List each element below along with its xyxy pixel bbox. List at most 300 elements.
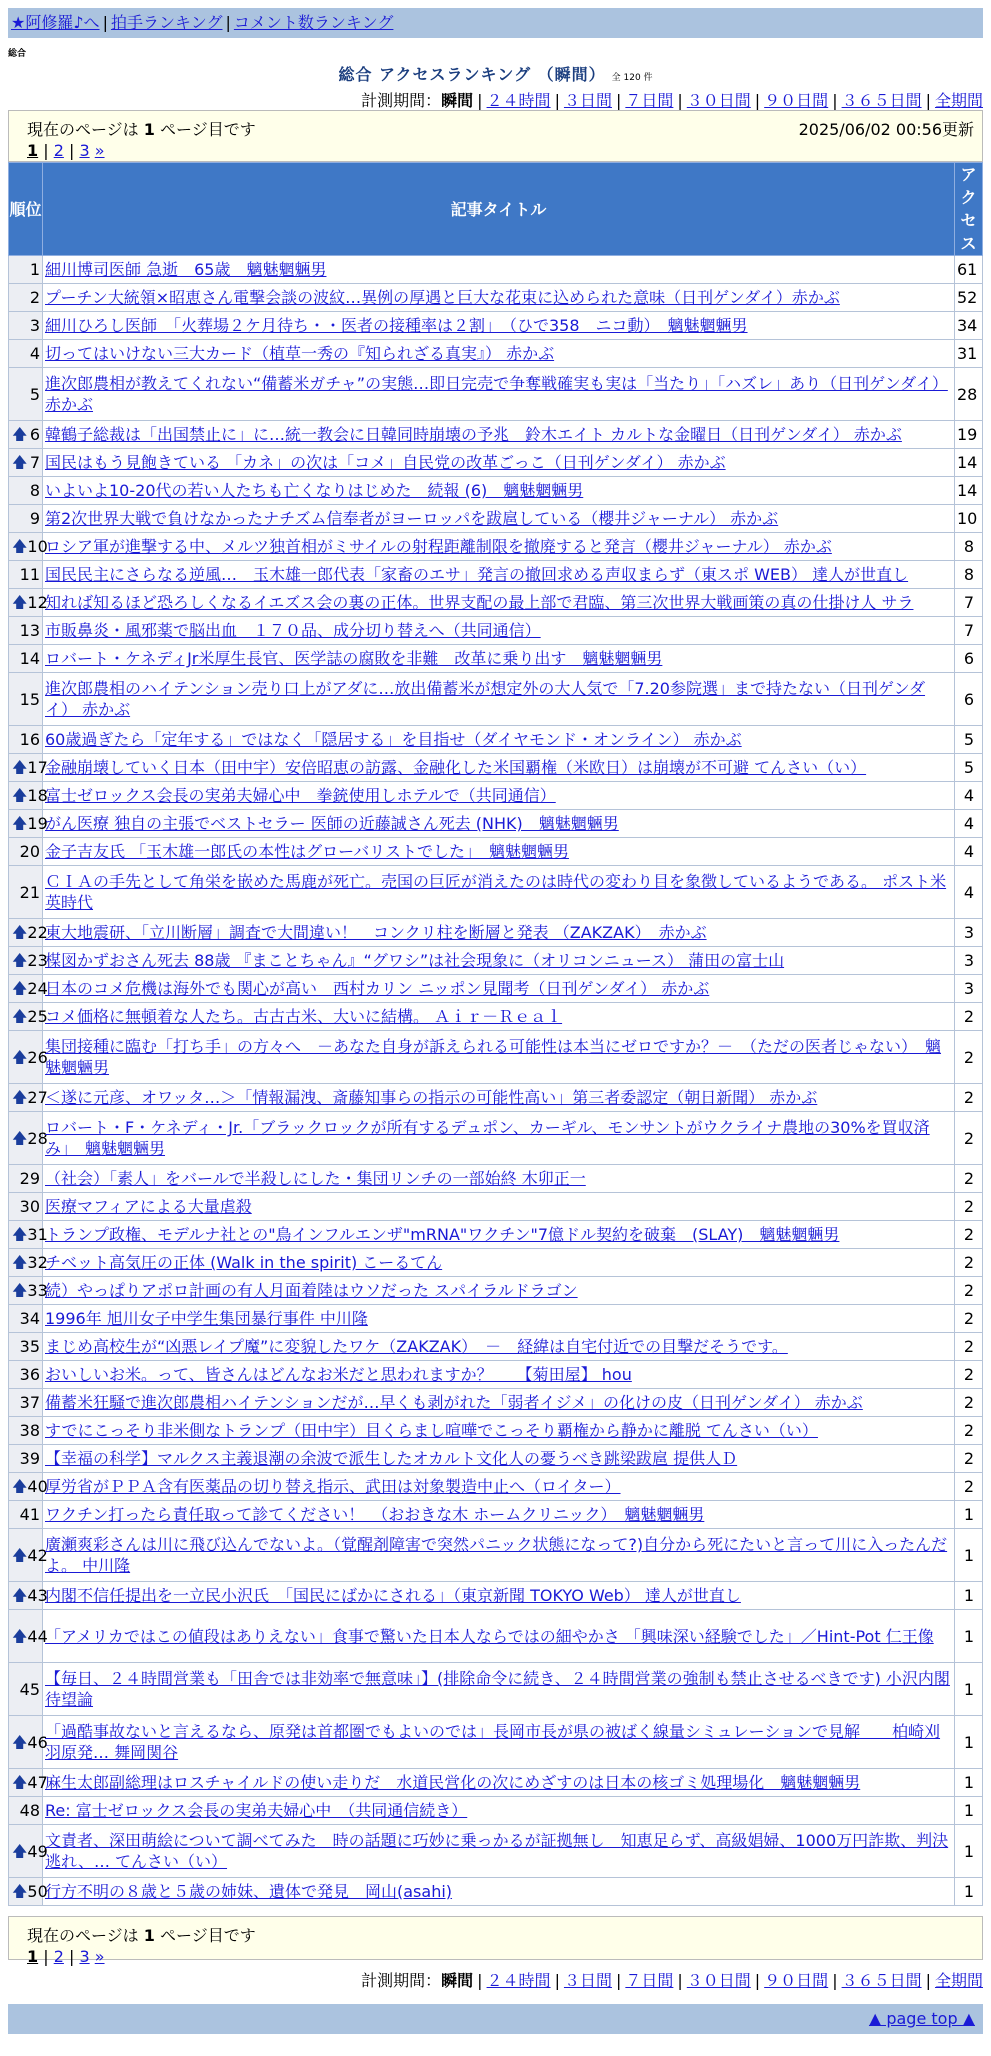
title-cell: [43, 340, 955, 368]
title-cell: [43, 284, 955, 312]
access-count: 31: [955, 340, 983, 368]
title-cell: [43, 1249, 955, 1277]
next-page-link[interactable]: »: [94, 141, 105, 160]
page-link[interactable]: 3: [79, 141, 90, 160]
rank-cell: [9, 533, 48, 561]
rank-cell: [9, 919, 48, 947]
rank-number: 1: [29, 260, 40, 279]
title-cell: [43, 617, 955, 645]
comment-ranking-link[interactable]: コメント数ランキング: [233, 13, 394, 32]
rank-number: 28: [27, 1128, 48, 1148]
period-option[interactable]: ３６５日間: [841, 91, 922, 110]
rank-number: 21: [19, 882, 40, 902]
title-cell: [43, 726, 955, 754]
period-separator: |: [615, 91, 622, 110]
period-option[interactable]: ７日間: [625, 1971, 674, 1990]
title-cell: [43, 1031, 955, 1084]
article-link[interactable]: 知れば知るほど恐ろしくなるイエズス会の裏の正体。世界支配の最上部で君臨、第三次世界大戦画策の真の仕掛け人 サラ: [45, 593, 914, 612]
table-row: [9, 589, 983, 617]
title-cell: [43, 1305, 955, 1333]
table-row: [9, 1193, 983, 1221]
rank-number: 34: [19, 1309, 40, 1328]
access-count: 14: [955, 477, 983, 505]
article-link[interactable]: 東大地震研、「立川断層」調査で大間違い！ コンクリ柱を断層と発表 （ZAKZAK） 赤かぶ: [45, 923, 707, 942]
period-separator: |: [554, 91, 560, 110]
table-row: [9, 673, 983, 726]
table-row: [9, 975, 983, 1003]
access-count: 2: [955, 1084, 983, 1112]
rank-cell: [9, 866, 43, 919]
rank-number: 4: [29, 344, 40, 363]
rank-cell: [9, 673, 43, 726]
page-info: 現在のページは 1 ページ目です: [27, 120, 256, 139]
rank-cell: [9, 1582, 48, 1610]
period-option[interactable]: ３０日間: [686, 91, 751, 110]
rank-number: 13: [19, 621, 40, 640]
article-link[interactable]: 「過酷事故ないと言えるなら、原発は首都圏でもよいのでは」長岡市長が県の被ばく線量シミュレーションで見解 柏崎刈羽原発… 舞岡関谷: [45, 1722, 941, 1762]
rank-cell: [9, 312, 43, 340]
title-cell: [43, 1277, 955, 1305]
rank-cell: [9, 645, 43, 673]
rank-number: 49: [27, 1841, 48, 1861]
rank-cell: [9, 1878, 48, 1906]
article-link[interactable]: がん医療 独自の主張でベストセラー 医師の近藤誠さん死去 (NHK) 魑魅魍魎男: [45, 814, 619, 833]
page-link: 1: [27, 141, 39, 160]
article-link[interactable]: 麻生太郎副総理はロスチャイルドの使い走りだ 水道民営化の次にめざすのは日本の核ゴミ処理場化 魑魅魍魎男: [45, 1773, 861, 1792]
rank-number: 11: [19, 565, 40, 584]
rank-number: 35: [19, 1337, 40, 1356]
access-count: 1: [955, 1582, 983, 1610]
rank-up-arrow-icon: 🡅: [12, 1281, 28, 1299]
access-count: 61: [955, 256, 983, 284]
rank-number: 47: [27, 1773, 48, 1792]
article-link[interactable]: 行方不明の８歳と５歳の姉妹、遺体で発見 岡山(asahi): [45, 1882, 453, 1901]
period-option[interactable]: 全期間: [934, 1971, 983, 1990]
access-count: 1: [955, 1825, 983, 1878]
article-link[interactable]: 備蓄米狂騒で進次郎農相ハイテンションだが…早くも剥がれた「弱者イジメ」の化けの皮（日刊ゲンダイ） 赤かぶ: [45, 1393, 863, 1412]
period-option: 瞬間: [441, 91, 474, 110]
rank-up-arrow-icon: 🡅: [12, 1773, 28, 1791]
title-cell: [43, 810, 955, 838]
period-selector-top: [361, 88, 983, 111]
table-row: [9, 505, 983, 533]
access-count: 5: [955, 754, 983, 782]
rank-up-arrow-icon: 🡅: [12, 1841, 28, 1860]
rank-cell: [9, 1361, 43, 1389]
article-link[interactable]: トランプ政権、モデルナ社との"鳥インフルエンザ"mRNA"ワクチン"7億ドル契約を破棄 (SLAY) 魑魅魍魎男: [45, 1225, 840, 1244]
rank-number: 50: [27, 1882, 48, 1901]
rank-number: 22: [27, 923, 48, 942]
period-separator: |: [477, 91, 483, 110]
clap-ranking-link[interactable]: 拍手ランキング: [110, 13, 223, 32]
rank-cell: [9, 284, 43, 312]
access-count: 2: [955, 1165, 983, 1193]
period-separator: |: [677, 1971, 683, 1990]
rank-cell: [9, 449, 43, 477]
table-row: [9, 477, 983, 505]
rank-number: 16: [19, 730, 40, 749]
article-link[interactable]: プーチン大統領×昭恵さん電撃会談の波紋…異例の厚遇と巨大な花束に込められた意味（日刊ゲンダイ）赤かぶ: [45, 288, 840, 307]
article-link[interactable]: 1996年 旭川女子中学生集団暴行事件 中川隆: [45, 1309, 368, 1328]
item-count: 全 120 件: [611, 73, 653, 83]
title-cell: [43, 947, 955, 975]
article-link[interactable]: 楳図かずおさん死去 88歳 『まことちゃん』“グワシ”は社会現象に（オリコンニュース） 蒲田の富士山: [45, 951, 785, 970]
page-separator: |: [63, 1947, 80, 1966]
article-link[interactable]: 【幸福の科学】マルクス主義退潮の余波で派生したオカルト文化人の憂うべき跳梁跋扈 提供人Ｄ: [45, 1449, 738, 1468]
rank-number: 30: [19, 1197, 40, 1216]
table-row: [9, 1445, 983, 1473]
rank-cell: [9, 975, 48, 1003]
rank-up-arrow-icon: 🡅: [12, 1626, 28, 1645]
article-link[interactable]: すでにこっそり非米側なトランプ（田中宇）目くらまし喧嘩でこっそり覇権から静かに離脱 てんさい（い）: [45, 1421, 818, 1440]
title-cell: [43, 1878, 955, 1906]
rank-number: 33: [27, 1281, 48, 1300]
page-top-link[interactable]: ▲ page top ▲: [868, 2009, 975, 2028]
article-link[interactable]: 市販鼻炎・風邪薬で脳出血 １７０品、成分切り替えへ（共同通信）: [45, 621, 541, 640]
period-option[interactable]: ９０日間: [764, 91, 829, 110]
table-row: [9, 533, 983, 561]
table-row: [9, 838, 983, 866]
article-link[interactable]: 文責者、深田萌絵について調べてみた 時の話題に巧妙に乗っかるが証拠無し 知恵足らず、高級娼婦、1000万円詐欺、判決逃れ、… てんさい（い）: [45, 1831, 949, 1871]
article-link[interactable]: ロバート・F・ケネディ・Jr.「ブラックロックが所有するデュポン、カーギル、モンサントがウクライナ農地の30%を買収済み」 魑魅魍魎男: [45, 1118, 930, 1158]
access-count: 4: [955, 782, 983, 810]
rank-up-arrow-icon: 🡅: [12, 1088, 28, 1106]
period-separator: |: [477, 1971, 483, 1990]
rank-cell: [9, 1249, 48, 1277]
period-option[interactable]: ３０日間: [686, 1971, 751, 1990]
top-navigation: [8, 8, 983, 38]
article-link[interactable]: 国民民主にさらなる逆風… 玉木雄一郎代表「家畜のエサ」発言の撤回求める声収まらず（東スポ WEB） 達人が世直し: [45, 565, 909, 584]
access-count: 2: [955, 1361, 983, 1389]
rank-up-arrow-icon: 🡅: [12, 1545, 28, 1564]
table-row: [9, 1582, 983, 1610]
table-row: [9, 1165, 983, 1193]
title-cell: [43, 1473, 955, 1501]
access-count: 2: [955, 1445, 983, 1473]
article-link[interactable]: 金子吉友氏 「玉木雄一郎氏の本性はグローバリストでした」 魑魅魍魎男: [45, 842, 569, 861]
nav-separator: |: [102, 13, 108, 32]
table-row: [9, 449, 983, 477]
article-link[interactable]: ＜遂に元彦、オワッタ…＞「情報漏洩、斎藤知事らの指示の可能性高い」第三者委認定（朝日新聞） 赤かぶ: [45, 1088, 818, 1107]
page-separator: |: [63, 141, 80, 160]
title-cell: [43, 1333, 955, 1361]
rank-number: 39: [19, 1449, 40, 1468]
rank-cell: [9, 1417, 43, 1445]
article-link[interactable]: 韓鶴子総裁は「出国禁止に」に…統一教会に日韓同時崩壊の予兆 鈴木エイト カルトな金曜日（日刊ゲンダイ） 赤かぶ: [45, 425, 902, 444]
article-link[interactable]: おいしいお米。って、皆さんはどんなお米だと思われますか？ 【菊田屋】 hou: [45, 1365, 632, 1384]
rank-number: 46: [27, 1732, 48, 1752]
access-count: 6: [955, 645, 983, 673]
access-count: 10: [955, 505, 983, 533]
access-count: 4: [955, 838, 983, 866]
rank-number: 31: [27, 1225, 48, 1244]
article-link[interactable]: 進次郎農相が教えてくれない“備蓄米ガチャ”の実態…即日完売で争奪戦確実も実は「当たり」「ハズレ」あり（日刊ゲンダイ） 赤かぶ: [45, 374, 948, 414]
article-link[interactable]: 国民はもう見飽きている 「カネ」の次は「コメ」自民党の改革ごっこ（日刊ゲンダイ） 赤かぶ: [45, 453, 726, 472]
rank-number: 25: [27, 1007, 48, 1026]
rank-cell: [9, 1333, 43, 1361]
period-option[interactable]: 全期間: [934, 91, 983, 110]
period-option[interactable]: ９０日間: [764, 1971, 829, 1990]
article-link[interactable]: 細川ひろし医師 「火葬場２ケ月待ち・・医者の接種率は２割」 （ひで358 ニコ動） 魑魅魍魎男: [45, 316, 748, 335]
access-count: 28: [955, 368, 983, 421]
access-count: 1: [955, 1610, 983, 1663]
access-count: 19: [955, 421, 983, 449]
table-row: [9, 726, 983, 754]
access-count: 34: [955, 312, 983, 340]
article-link[interactable]: いよいよ10-20代の若い人たちも亡くなりはじめた 続報 (6) 魑魅魍魎男: [45, 481, 584, 500]
rank-number: 15: [19, 689, 40, 709]
rank-cell: [9, 1445, 43, 1473]
page-link[interactable]: 3: [79, 1947, 90, 1966]
rank-number: 10: [27, 537, 48, 556]
rank-number: 26: [27, 1047, 48, 1067]
home-link[interactable]: ★阿修羅♪へ: [11, 13, 100, 32]
rank-cell: [9, 1610, 48, 1663]
rank-number: 17: [27, 758, 48, 777]
rank-up-arrow-icon: 🡅: [12, 814, 28, 832]
article-link[interactable]: ロシア軍が進撃する中、メルツ独首相がミサイルの射程距離制限を撤廃すると発言（櫻井ジャーナル） 赤かぶ: [45, 537, 832, 556]
article-link[interactable]: 続）やっぱりアポロ計画の有人月面着陸はウソだった スパイラルドラゴン: [45, 1281, 578, 1300]
article-link[interactable]: 厚労省がＰＰＡ含有医薬品の切り替え指示、武田は対象製造中止へ（ロイター）: [45, 1477, 621, 1496]
rank-up-arrow-icon: 🡅: [12, 1477, 28, 1495]
period-option: 瞬間: [441, 1971, 474, 1990]
article-link[interactable]: 進次郎農相のハイテンション売り口上がアダに…放出備蓄米が想定外の大人気で「7.20参院選」まで持たない（日刊ゲンダイ） 赤かぶ: [45, 679, 926, 719]
table-row: [9, 1389, 983, 1417]
rank-cell: [9, 1165, 43, 1193]
title-cell: [43, 1582, 955, 1610]
article-link[interactable]: 切ってはいけない三大カード（植草一秀の『知られざる真実』） 赤かぶ: [45, 344, 555, 363]
title-cell: [43, 645, 955, 673]
title-cell: [43, 505, 955, 533]
table-row: [9, 1084, 983, 1112]
period-separator: |: [554, 1971, 560, 1990]
access-header: アクセス: [955, 163, 983, 256]
rank-number: 45: [19, 1679, 40, 1699]
table-row: [9, 1473, 983, 1501]
rank-number: 12: [27, 593, 48, 612]
rank-cell: [9, 340, 43, 368]
article-link[interactable]: ＣＩＡの手先として角栄を嵌めた馬鹿が死亡。売国の巨匠が消えたのは時代の変わり目を象徴しているようである。 ポスト米英時代: [45, 872, 947, 912]
title-cell: [43, 1003, 955, 1031]
access-count: 2: [955, 1305, 983, 1333]
article-link[interactable]: Re: 富士ゼロックス会長の実弟夫婦心中 （共同通信続き）: [45, 1801, 468, 1820]
pager-top: [8, 110, 983, 162]
period-separator: |: [677, 91, 683, 110]
footer-bar: [8, 2004, 983, 2034]
rank-cell: [9, 368, 43, 421]
table-row: [9, 1361, 983, 1389]
table-row: [9, 421, 983, 449]
title-cell: [43, 561, 955, 589]
rank-cell: [9, 838, 43, 866]
article-link[interactable]: コメ価格に無頓着な人たち。古古古米、大いに結構。 Ａｉｒ－Ｒｅａｌ: [45, 1007, 563, 1026]
table-row: [9, 617, 983, 645]
article-link[interactable]: チベット高気圧の正体 (Walk in the spirit) こーるてん: [45, 1253, 443, 1272]
table-row: [9, 1003, 983, 1031]
title-cell: [43, 421, 955, 449]
title-cell: [43, 1769, 955, 1797]
access-count: 2: [955, 1249, 983, 1277]
title-cell: [43, 1361, 955, 1389]
article-link[interactable]: まじめ高校生が“凶悪レイプ魔”に変貌したワケ（ZAKZAK） － 経緯は自宅付近での目撃だそうです。: [45, 1337, 788, 1356]
rank-number: 18: [27, 786, 48, 805]
rank-cell: [9, 726, 43, 754]
pager-bottom: [8, 1916, 983, 1966]
rank-number: 14: [19, 649, 40, 668]
title-cell: [43, 368, 955, 421]
article-link[interactable]: 第2次世界大戦で負けなかったナチズム信奉者がヨーロッパを跋扈している（櫻井ジャーナル） 赤かぶ: [45, 509, 779, 528]
period-separator: |: [615, 1971, 622, 1990]
access-count: 1: [955, 1663, 983, 1716]
rank-cell: [9, 1473, 48, 1501]
rank-cell: [9, 1663, 43, 1716]
page-title-block: [0, 62, 991, 85]
period-separator: |: [832, 91, 838, 110]
title-cell: [43, 1445, 955, 1473]
rank-up-arrow-icon: 🡅: [12, 1586, 28, 1604]
access-count: 7: [955, 589, 983, 617]
rank-header: 順位: [9, 163, 43, 256]
title-cell: [43, 1663, 955, 1716]
rank-cell: [9, 1769, 48, 1797]
access-count: 14: [955, 449, 983, 477]
rank-number: 40: [27, 1477, 48, 1496]
rank-cell: [9, 1084, 48, 1112]
table-row: [9, 1112, 983, 1165]
period-option[interactable]: ７日間: [625, 91, 674, 110]
table-row: [9, 1031, 983, 1084]
rank-cell: [9, 1193, 43, 1221]
table-row: [9, 1663, 983, 1716]
article-link[interactable]: 【毎日、２４時間営業も「田舎では非効率で無意味」】(排除命令に続き、２４時間営業の強制も禁止させるべきです) 小沢内閣待望論: [45, 1669, 950, 1709]
rank-cell: [9, 1529, 48, 1582]
article-link[interactable]: 内閣不信任提出を一立民小沢氏 「国民にばかにされる」（東京新聞 TOKYO Web） 達人が世直し: [45, 1586, 741, 1605]
rank-number: 42: [27, 1545, 48, 1565]
access-count: 1: [955, 1797, 983, 1825]
rank-number: 7: [29, 453, 40, 472]
period-selector-bottom: [361, 1968, 983, 1991]
article-link[interactable]: 富士ゼロックス会長の実弟夫婦心中 拳銃使用しホテルで（共同通信）: [45, 786, 556, 805]
access-count: 5: [955, 726, 983, 754]
rank-number: 19: [27, 814, 48, 833]
table-row: [9, 754, 983, 782]
access-count: 1: [955, 1529, 983, 1582]
rank-number: 3: [29, 316, 40, 335]
article-link[interactable]: 金融崩壊していく日本（田中宇）安倍昭恵の訪露、金融化した米国覇権（米欧日）は崩壊が不可避 てんさい（い）: [45, 758, 867, 777]
ranking-table: [8, 162, 983, 1906]
access-count: 2: [955, 1417, 983, 1445]
access-count: 8: [955, 561, 983, 589]
rank-up-arrow-icon: 🡅: [12, 951, 28, 969]
article-link[interactable]: ロバート・ケネディJr米厚生長官、医学誌の腐敗を非難 改革に乗り出す 魑魅魍魎男: [45, 649, 663, 668]
rank-up-arrow-icon: 🡅: [12, 453, 28, 471]
access-count: 2: [955, 1221, 983, 1249]
article-link[interactable]: 「アメリカではこの値段はありえない」食事で驚いた日本人ならではの細やかさ 「興味深い経験でした」／Hint-Pot 仁王像: [45, 1626, 934, 1646]
rank-cell: [9, 810, 48, 838]
access-count: 2: [955, 1389, 983, 1417]
title-cell: [43, 1165, 955, 1193]
period-option[interactable]: ２４時間: [486, 1971, 551, 1990]
rank-number: 2: [29, 288, 40, 307]
access-count: 2: [955, 1112, 983, 1165]
page-link[interactable]: 2: [53, 1947, 64, 1966]
table-row: [9, 256, 983, 284]
table-row: [9, 312, 983, 340]
rank-cell: [9, 782, 48, 810]
table-row: [9, 866, 983, 919]
article-link[interactable]: 日本のコメ危機は海外でも関心が高い 西村カリン ニッポン見聞考（日刊ゲンダイ） 赤かぶ: [45, 979, 710, 998]
article-link[interactable]: 60歳過ぎたら「定年する」ではなく「隠居する」を目指せ（ダイヤモンド・オンライン） 赤かぶ: [45, 730, 742, 749]
rank-cell: [9, 1825, 48, 1878]
page-links: [27, 1947, 105, 1966]
access-count: 3: [955, 975, 983, 1003]
access-count: 2: [955, 1277, 983, 1305]
rank-cell: [9, 1277, 48, 1305]
rank-up-arrow-icon: 🡅: [12, 425, 28, 443]
article-link[interactable]: 細川博司医師 急逝 65歳 魑魅魍魎男: [45, 260, 327, 279]
next-page-link[interactable]: »: [94, 1947, 105, 1966]
period-option[interactable]: ３６５日間: [841, 1971, 922, 1990]
rank-number: 48: [19, 1801, 40, 1820]
table-row: [9, 782, 983, 810]
period-option[interactable]: ２４時間: [486, 91, 551, 110]
title-cell: [43, 533, 955, 561]
table-row: [9, 1529, 983, 1582]
access-count: 4: [955, 810, 983, 838]
rank-number: 32: [27, 1253, 48, 1272]
period-option[interactable]: ３日間: [563, 91, 612, 110]
rank-up-arrow-icon: 🡅: [12, 786, 28, 804]
rank-up-arrow-icon: 🡅: [12, 1007, 28, 1025]
rank-cell: [9, 1797, 43, 1825]
nav-separator: |: [225, 13, 231, 32]
table-row: [9, 1769, 983, 1797]
title-cell: [43, 1112, 955, 1165]
period-option[interactable]: ３日間: [563, 1971, 612, 1990]
page-info: 現在のページは 1 ページ目です: [27, 1926, 256, 1945]
rank-cell: [9, 1031, 48, 1084]
rank-cell: [9, 1389, 43, 1417]
rank-up-arrow-icon: 🡅: [12, 758, 28, 776]
rank-cell: [9, 1305, 43, 1333]
title-cell: [43, 256, 955, 284]
title-cell: [43, 673, 955, 726]
rank-cell: [9, 589, 48, 617]
rank-up-arrow-icon: 🡅: [12, 1882, 28, 1900]
title-header: 記事タイトル: [43, 163, 955, 256]
table-row: [9, 1221, 983, 1249]
rank-up-arrow-icon: 🡅: [12, 923, 28, 941]
rank-up-arrow-icon: 🡅: [12, 1732, 28, 1751]
title-cell: [43, 782, 955, 810]
table-row: [9, 284, 983, 312]
access-count: 2: [955, 1003, 983, 1031]
article-link[interactable]: 集団接種に臨む「打ち手」の方々へ －あなた自身が訴えられる可能性は本当にゼロですか？－ （ただの医者じゃない） 魑魅魍魎男: [45, 1037, 942, 1077]
rank-up-arrow-icon: 🡅: [12, 593, 28, 611]
article-link[interactable]: ワクチン打ったら責任取って診てください！ （おおきな木 ホームクリニック） 魑魅魍魎男: [45, 1505, 705, 1524]
article-link[interactable]: 医療マフィアによる大量虐殺: [45, 1197, 252, 1216]
access-count: 6: [955, 673, 983, 726]
period-separator: |: [925, 91, 931, 110]
access-count: 2: [955, 1193, 983, 1221]
rank-number: 23: [27, 951, 48, 970]
title-cell: [43, 919, 955, 947]
access-count: 1: [955, 1878, 983, 1906]
article-link[interactable]: （社会）「素人」をバールで半殺しにした・集団リンチの一部始終 木卯正一: [45, 1169, 586, 1188]
title-cell: [43, 1529, 955, 1582]
page-link[interactable]: 2: [53, 141, 64, 160]
article-link[interactable]: 廣瀬爽彩さんは川に飛び込んでないよ。（覚醒剤障害で突然パニック状態になって?)自分から死にたいと言って川に入ったんだよ。 中川隆: [45, 1535, 948, 1575]
